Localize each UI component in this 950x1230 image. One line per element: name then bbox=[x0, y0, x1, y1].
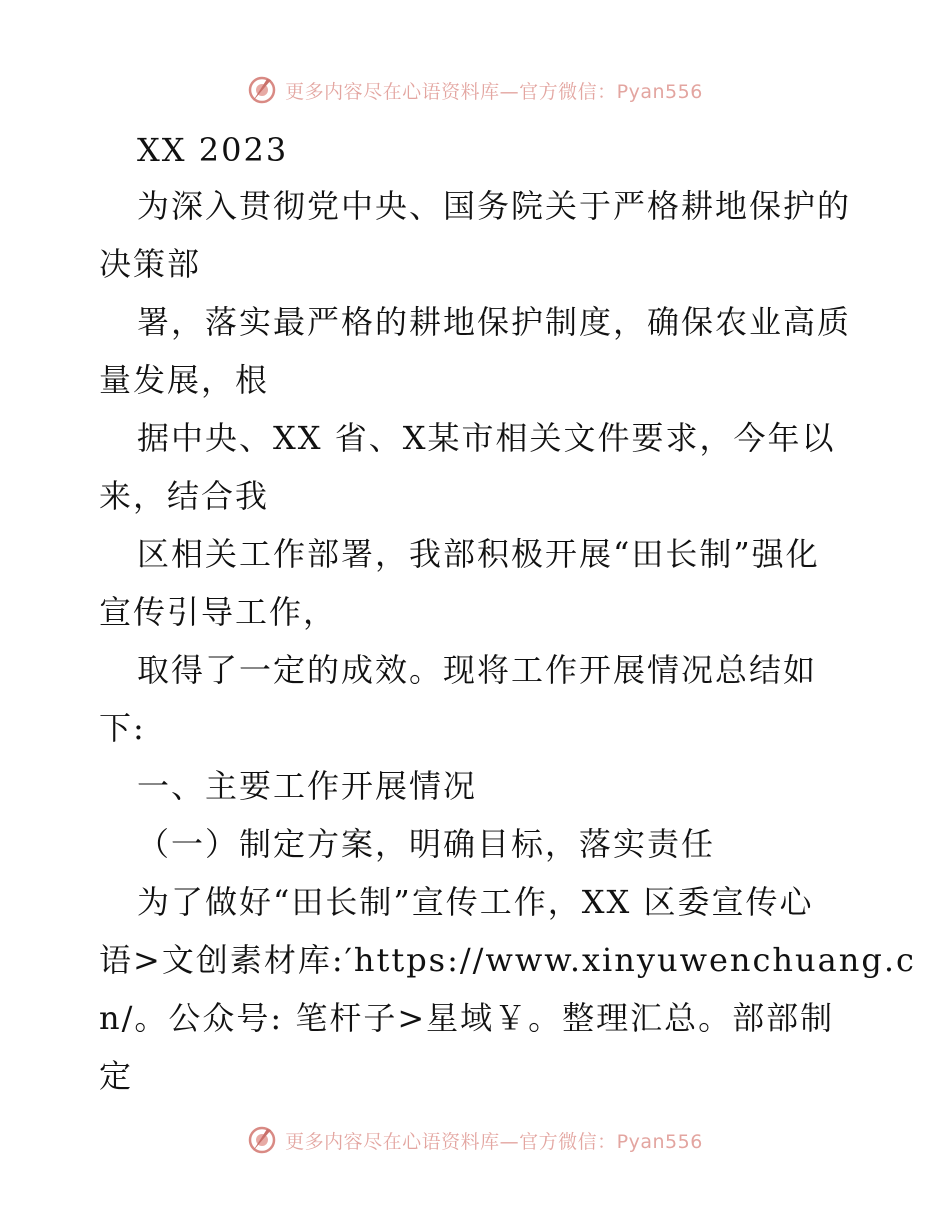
doc-line-title: XX 2023 bbox=[137, 131, 289, 169]
doc-line: 来，结合我 bbox=[99, 477, 270, 515]
doc-line: 决策部 bbox=[99, 245, 202, 283]
doc-line: 下: bbox=[99, 709, 146, 747]
footer-watermark bbox=[0, 1120, 950, 1160]
subsection-heading: （一）制定方案，明确目标，落实责任 bbox=[137, 825, 716, 863]
doc-line: 量发展，根 bbox=[99, 361, 270, 399]
doc-line: n/。公众号: 笔杆子>星域￥。整理汇总。部部制 bbox=[99, 999, 835, 1037]
watermark-text: 更多内容尽在心语资料库—官方微信：Pyan556 bbox=[285, 1130, 703, 1153]
doc-line: 据中央、XX 省、X某市相关文件要求，今年以 bbox=[137, 419, 836, 457]
section-heading: 一、主要工作开展情况 bbox=[137, 767, 478, 805]
doc-line: 语>文创素材库:′https://www.xinyuwenchuang.c bbox=[99, 941, 916, 979]
doc-line: 取得了一定的成效。现将工作开展情况总结如 bbox=[137, 651, 818, 689]
doc-line: 定 bbox=[99, 1057, 134, 1095]
doc-line: 为了做好“田长制”宣传工作，XX 区委宣传心 bbox=[137, 883, 814, 921]
doc-line: 署，落实最严格的耕地保护制度，确保农业高质 bbox=[137, 303, 852, 341]
doc-line: 为深入贯彻党中央、国务院关于严格耕地保护的 bbox=[137, 187, 852, 225]
doc-line: 宣传引导工作， bbox=[99, 593, 338, 631]
red-quill-seal-icon bbox=[247, 1125, 277, 1155]
watermark-text: 更多内容尽在心语资料库—官方微信：Pyan556 bbox=[285, 80, 703, 103]
doc-line: 区相关工作部署，我部积极开展“田长制”强化 bbox=[137, 535, 820, 573]
